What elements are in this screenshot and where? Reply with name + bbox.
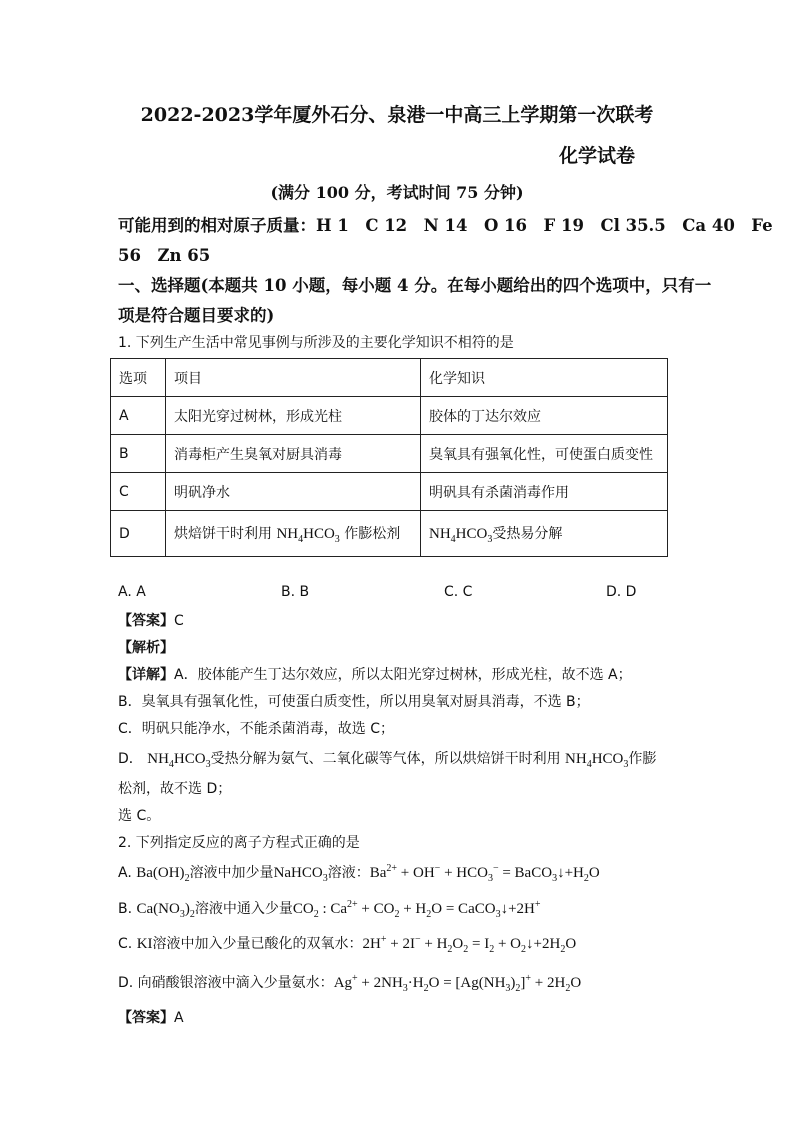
q1-answer	[118, 610, 184, 630]
detail-d-post: 作膨	[628, 751, 657, 767]
equation-a: $Ba(OH)_2$	[136, 865, 190, 884]
row-item: 明矾净水	[166, 473, 421, 511]
equation-b: $Ca(NO_3)_2$	[136, 901, 195, 920]
row-item-pre: 烘焙饼干时利用	[174, 525, 272, 542]
table-row	[111, 511, 668, 557]
answer-value: C	[174, 613, 184, 629]
row-knowledge: 胶体的丁达尔效应	[421, 397, 668, 435]
q2-c-text: 溶液中加入少量已酸化的双氧水：	[152, 936, 363, 952]
q1-conclusion: 选 C。	[118, 808, 161, 824]
row-option: A	[111, 397, 166, 435]
answer-label: 【答案】	[118, 613, 174, 629]
row-knowledge-post: 受热易分解	[492, 525, 563, 542]
row-item	[166, 511, 421, 557]
q2-a-text2: 溶液：	[327, 865, 370, 881]
option-d: D. D	[606, 584, 637, 600]
q1-detail-d-line2: 松剂，故不选 D；	[118, 781, 232, 797]
q1-table	[110, 358, 668, 557]
row-option: D	[111, 511, 166, 557]
table-row	[111, 435, 668, 473]
equation-c-body: $2H^+ + 2I^- + H_2O_2 = I_2$ + $O_2↓+2H_2O$	[362, 934, 577, 955]
atomic-mass-line-2: 56 Zn 65	[118, 246, 211, 265]
section-heading-line-2: 项是符合题目要求的)	[118, 306, 275, 325]
answer-value: A	[174, 1010, 184, 1026]
exam-title: 2022-2023学年厦外石分、泉港一中高三上学期第一次联考	[140, 104, 654, 126]
q1-detail-a	[118, 664, 632, 684]
option-b: B. B	[281, 584, 310, 600]
q2-option-b: B. $Ca(NO_3)_2$溶液中通入少量$CO_2$ : $Ca^{2+} + CO_2 + H_2O$ = CaCO$_3$↓+2H+	[118, 899, 541, 920]
q2-option-d	[118, 972, 581, 994]
q2-stem: 2. 下列指定反应的离子方程式正确的是	[118, 835, 360, 851]
row-option: C	[111, 473, 166, 511]
q2-option-a: A. $Ba(OH)_2$溶液中加少量NaHCO$_3$溶液：$Ba^{2+} + OH^- + HCO_3^-$ = $BaCO_3↓+H_2O$	[118, 863, 600, 884]
q2-answer	[118, 1007, 184, 1027]
nahco3-formula: NaHCO$_3$	[273, 865, 328, 884]
detail-label: 【详解】	[118, 667, 174, 683]
nh4hco3-formula: $NH_4HCO_3$	[429, 525, 493, 545]
exam-note: (满分 100 分，考试时间 75 分钟)	[270, 183, 524, 202]
header-knowledge: 化学知识	[421, 359, 668, 397]
ki-formula: KI	[136, 936, 153, 952]
q2-a-text1: 溶液中加少量	[189, 865, 274, 881]
row-item: 太阳光穿过树林，形成光柱	[166, 397, 421, 435]
q2-b-text: 溶液中通入少量	[194, 901, 293, 917]
answer-label: 【答案】	[118, 1010, 174, 1026]
row-knowledge: 明矾具有杀菌消毒作用	[421, 473, 668, 511]
q1-detail-c: C．明矾只能净水，不能杀菌消毒，故选 C；	[118, 721, 394, 737]
row-item-post: 作膨松剂	[344, 525, 401, 542]
q2-option-c: C. KI溶液中加入少量已酸化的双氧水：$2H^+ + 2I^- + H_2O_2 = I_2$ + $O_2↓+2H_2O$	[118, 934, 577, 955]
row-knowledge: 臭氧具有强氧化性，可使蛋白质变性	[421, 435, 668, 473]
detail-a-text: A．胶体能产生丁达尔效应，所以太阳光穿过树林，形成光柱，故不选 A；	[174, 667, 632, 683]
header-item: 项目	[166, 359, 421, 397]
row-item: 消毒柜产生臭氧对厨具消毒	[166, 435, 421, 473]
section-heading-line-1: 一、选择题(本题共 10 小题，每小题 4 分。在每小题给出的四个选项中，只有一	[118, 276, 712, 295]
q1-detail-d	[118, 748, 656, 770]
option-a: A. A	[118, 584, 146, 600]
q1-detail-b: B．臭氧具有强氧化性，可使蛋白质变性，所以用臭氧对厨具消毒，不选 B；	[118, 694, 590, 710]
row-option: B	[111, 435, 166, 473]
option-c: C. C	[444, 584, 473, 600]
q2-d-text: D. 向硝酸银溶液中滴入少量氨水：	[118, 975, 334, 991]
exam-subtitle: 化学试卷	[558, 145, 635, 167]
header-option: 选项	[111, 359, 166, 397]
table-row	[111, 397, 668, 435]
equation-b-body: $CO_2$ : $Ca^{2+} + CO_2 + H_2O$ = CaCO$_3$↓+2H+	[292, 899, 541, 920]
row-knowledge	[421, 511, 668, 557]
q1-stem: 1. 下列生产生活中常见事例与所涉及的主要化学知识不相符的是	[118, 335, 514, 351]
table-header-row	[111, 359, 668, 397]
nh4hco3-formula: $NH_4HCO_3$	[276, 525, 340, 545]
equation-d-body: $Ag^+ + 2NH_3\cdot H_2O = [Ag(NH_3)_2]^+ + 2H_2O$	[333, 973, 582, 994]
equation-a-body: $Ba^{2+} + OH^- + HCO_3^-$ = $BaCO_3↓+H_2O$	[369, 863, 600, 884]
nh4hco3-formula: $NH_4HCO_3$	[147, 751, 211, 770]
q1-analysis-label: 【解析】	[118, 640, 174, 656]
detail-d-mid: 受热分解为氨气、二氧化碳等气体，所以烘焙饼干时利用	[210, 751, 561, 767]
table-row	[111, 473, 668, 511]
atomic-mass-line-1: 可能用到的相对原子质量：H 1 C 12 N 14 O 16 F 19 Cl 35.5 Ca 40 Fe	[118, 216, 773, 235]
nh4hco3-formula: $NH_4HCO_3$	[565, 751, 629, 770]
detail-d-pre: D．	[118, 751, 143, 767]
